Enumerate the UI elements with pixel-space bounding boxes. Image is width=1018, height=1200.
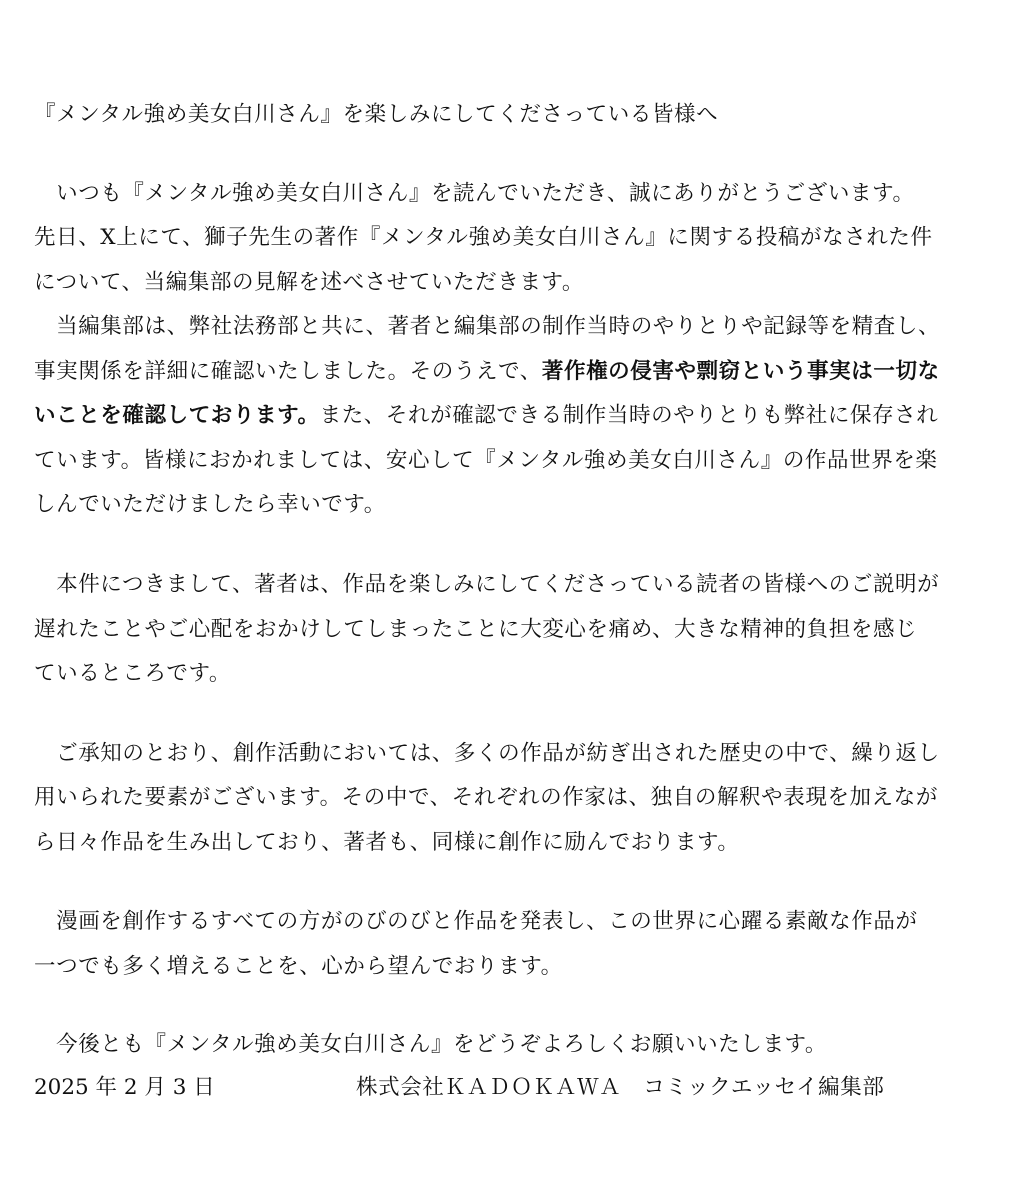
paragraph-2-line-5: しんでいただけましたら幸いです。 bbox=[34, 492, 386, 517]
emphasis-text-1: 著作権の侵害や剽窃という事実は一切な bbox=[541, 359, 940, 384]
paragraph-2-line-3 bbox=[34, 394, 938, 439]
paragraph-2-line-2-text: 事実関係を詳細に確認いたしました。そのうえで、 bbox=[34, 359, 542, 384]
paragraph-5-line-1: 漫画を創作するすべての方がのびのびと作品を発表し、この世界に心躍る素敵な作品が bbox=[34, 909, 918, 934]
statement-organization: 株式会社ＫＡＤＯＫＡＷＡ コミックエッセイ編集部 bbox=[356, 1075, 885, 1100]
paragraph-1-line-3: について、当編集部の見解を述べさせていただきます。 bbox=[34, 270, 584, 295]
paragraph-2-line-1: 当編集部は、弊社法務部と共に、著者と編集部の制作当時のやりとりや記録等を精査し、 bbox=[34, 314, 941, 339]
paragraph-4-line-3: ら日々作品を生み出しており、著者も、同様に創作に励んでおります。 bbox=[34, 830, 740, 855]
paragraph-4-line-1: ご承知のとおり、創作活動においては、多くの作品が紡ぎ出された歴史の中で、繰り返し bbox=[34, 741, 940, 766]
paragraph-2-line-2 bbox=[34, 350, 940, 395]
paragraph-2-line-3-text: また、それが確認できる制作当時のやりとりも弊社に保存され bbox=[319, 403, 939, 428]
paragraph-2-line-4: ています。皆様におかれましては、安心して『メンタル強め美女白川さん』の作品世界を楽 bbox=[34, 448, 938, 473]
statement-date: 2025 年 2 月 3 日 bbox=[34, 1075, 215, 1100]
emphasis-text-2: いことを確認しております。 bbox=[34, 403, 320, 428]
greeting-line: 『メンタル強め美女白川さん』を楽しみにしてくださっている皆様へ bbox=[34, 102, 719, 127]
paragraph-1-line-1: いつも『メンタル強め美女白川さん』を読んでいただき、誠にありがとうございます。 bbox=[34, 181, 915, 206]
paragraph-3-line-1: 本件につきまして、著者は、作品を楽しみにしてくださっている読者の皆様へのご説明が bbox=[34, 572, 940, 597]
paragraph-3-line-2: 遅れたことやご心配をおかけしてしまったことに大変心を痛め、大きな精神的負担を感じ bbox=[34, 617, 918, 642]
paragraph-6-line-1: 今後とも『メンタル強め美女白川さん』をどうぞよろしくお願いいたします。 bbox=[34, 1032, 828, 1057]
paragraph-3-line-3: ているところです。 bbox=[34, 661, 231, 686]
paragraph-4-line-2: 用いられた要素がございます。その中で、それぞれの作家は、独自の解釈や表現を加えなが bbox=[34, 785, 938, 810]
paragraph-1-line-2: 先日、X上にて、獅子先生の著作『メンタル強め美女白川さん』に関する投稿がなされた件 bbox=[34, 225, 933, 250]
paragraph-5-line-2: 一つでも多く増えることを、心から望んでおります。 bbox=[34, 954, 563, 979]
